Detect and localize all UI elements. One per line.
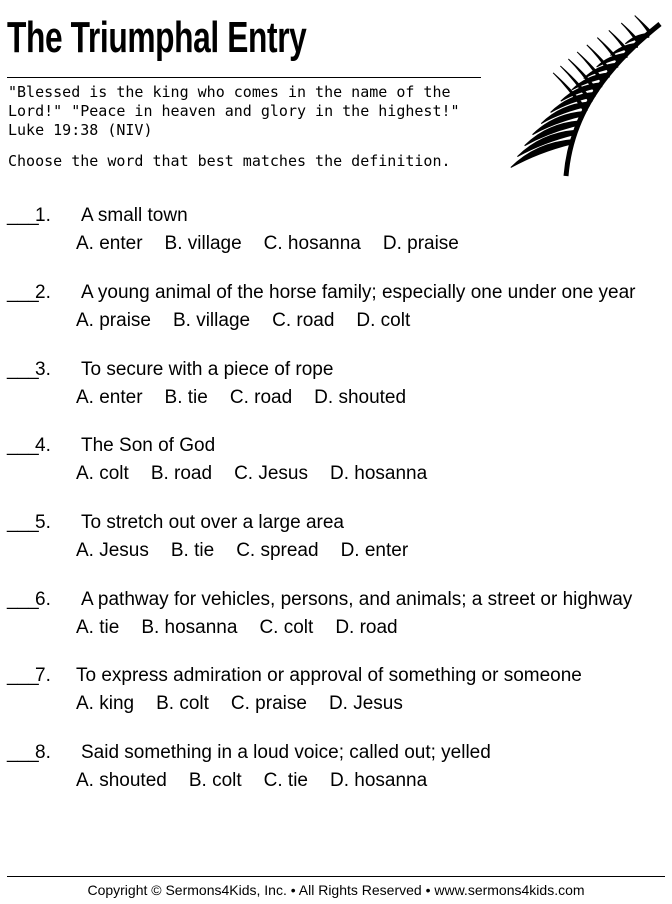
answer-option[interactable]: C. road xyxy=(272,310,335,331)
answer-option[interactable]: A. colt xyxy=(76,463,129,484)
answer-options xyxy=(76,310,432,332)
answer-options xyxy=(76,233,481,255)
answer-option[interactable]: A. tie xyxy=(76,617,120,638)
answer-options xyxy=(76,770,449,792)
answer-options xyxy=(76,463,449,485)
answer-option[interactable]: A. enter xyxy=(76,233,143,254)
question-definition: A young animal of the horse family; especially one under one year xyxy=(81,282,636,303)
question-definition: Said something in a loud voice; called out; yelled xyxy=(81,742,491,763)
answer-option[interactable]: A. Jesus xyxy=(76,540,149,561)
answer-option[interactable]: D. praise xyxy=(382,233,459,254)
footer-divider xyxy=(7,876,665,877)
answer-option[interactable]: C. hosanna xyxy=(263,233,361,254)
question-definition: A small town xyxy=(81,205,188,226)
answer-option[interactable]: A. shouted xyxy=(76,770,167,791)
answer-blank[interactable]: ___ xyxy=(7,742,39,763)
answer-options xyxy=(76,540,430,562)
answer-option[interactable]: B. colt xyxy=(188,770,242,791)
answer-option[interactable]: B. tie xyxy=(170,540,215,561)
answer-options xyxy=(76,617,420,639)
question-number: 1. xyxy=(35,205,51,226)
answer-option[interactable]: D. colt xyxy=(356,310,411,331)
question-number: 3. xyxy=(35,359,51,380)
answer-options xyxy=(76,693,425,715)
page-title: The Triumphal Entry xyxy=(7,13,307,62)
footer-copyright: Copyright © Sermons4Kids, Inc. • All Rights Reserved • www.sermons4kids.com xyxy=(87,882,585,898)
answer-option[interactable]: B. village xyxy=(172,310,251,331)
verse-reference: Luke 19:38 (NIV) xyxy=(8,121,153,139)
answer-option[interactable]: B. hosanna xyxy=(141,617,238,638)
answer-blank[interactable]: ___ xyxy=(7,282,39,303)
question-definition: To secure with a piece of rope xyxy=(81,359,334,380)
question-definition: A pathway for vehicles, persons, and animals; a street or highway xyxy=(81,589,633,610)
question-item xyxy=(0,205,672,265)
question-definition: To express admiration or approval of something or someone xyxy=(76,665,582,686)
answer-option[interactable]: D. Jesus xyxy=(328,693,403,714)
question-item xyxy=(0,665,672,725)
question-definition: The Son of God xyxy=(81,435,216,456)
answer-option[interactable]: C. colt xyxy=(259,617,314,638)
answer-blank[interactable]: ___ xyxy=(7,665,39,686)
title-divider xyxy=(7,77,481,78)
question-number: 8. xyxy=(35,742,51,763)
answer-option[interactable]: A. praise xyxy=(76,310,151,331)
answer-blank[interactable]: ___ xyxy=(7,435,39,456)
answer-blank[interactable]: ___ xyxy=(7,359,39,380)
question-number: 6. xyxy=(35,589,51,610)
answer-blank[interactable]: ___ xyxy=(7,205,39,226)
question-number: 7. xyxy=(35,665,51,686)
answer-option[interactable]: B. tie xyxy=(164,387,208,408)
answer-option[interactable]: D. shouted xyxy=(314,387,407,408)
answer-option[interactable]: B. village xyxy=(164,233,242,254)
answer-blank[interactable]: ___ xyxy=(7,589,39,610)
verse-line-1: "Blessed is the king who comes in the name of the xyxy=(8,83,451,101)
answer-option[interactable]: A. enter xyxy=(76,387,143,408)
answer-option[interactable]: C. road xyxy=(229,387,293,408)
question-number: 2. xyxy=(35,282,51,303)
answer-option[interactable]: B. colt xyxy=(156,693,209,714)
palm-leaf-icon xyxy=(492,8,664,180)
question-item xyxy=(0,359,672,419)
answer-option[interactable]: C. tie xyxy=(263,770,309,791)
question-item xyxy=(0,589,672,649)
answer-option[interactable]: D. road xyxy=(335,617,398,638)
answer-option[interactable]: D. hosanna xyxy=(330,463,428,484)
answer-option[interactable]: A. king xyxy=(76,693,135,714)
question-item xyxy=(0,435,672,495)
question-definition: To stretch out over a large area xyxy=(81,512,344,533)
answer-options xyxy=(76,387,428,409)
question-item xyxy=(0,742,672,802)
answer-option[interactable]: D. hosanna xyxy=(330,770,428,791)
instructions: Choose the word that best matches the definition. xyxy=(8,152,451,170)
answer-blank[interactable]: ___ xyxy=(7,512,39,533)
verse-line-2: Lord!" "Peace in heaven and glory in the highest!" xyxy=(8,102,460,120)
question-item xyxy=(0,282,672,342)
question-number: 4. xyxy=(35,435,51,456)
answer-option[interactable]: C. spread xyxy=(236,540,319,561)
question-number: 5. xyxy=(35,512,51,533)
answer-option[interactable]: C. praise xyxy=(230,693,307,714)
question-item xyxy=(0,512,672,572)
answer-option[interactable]: D. enter xyxy=(340,540,409,561)
answer-option[interactable]: C. Jesus xyxy=(234,463,308,484)
answer-option[interactable]: B. road xyxy=(150,463,213,484)
